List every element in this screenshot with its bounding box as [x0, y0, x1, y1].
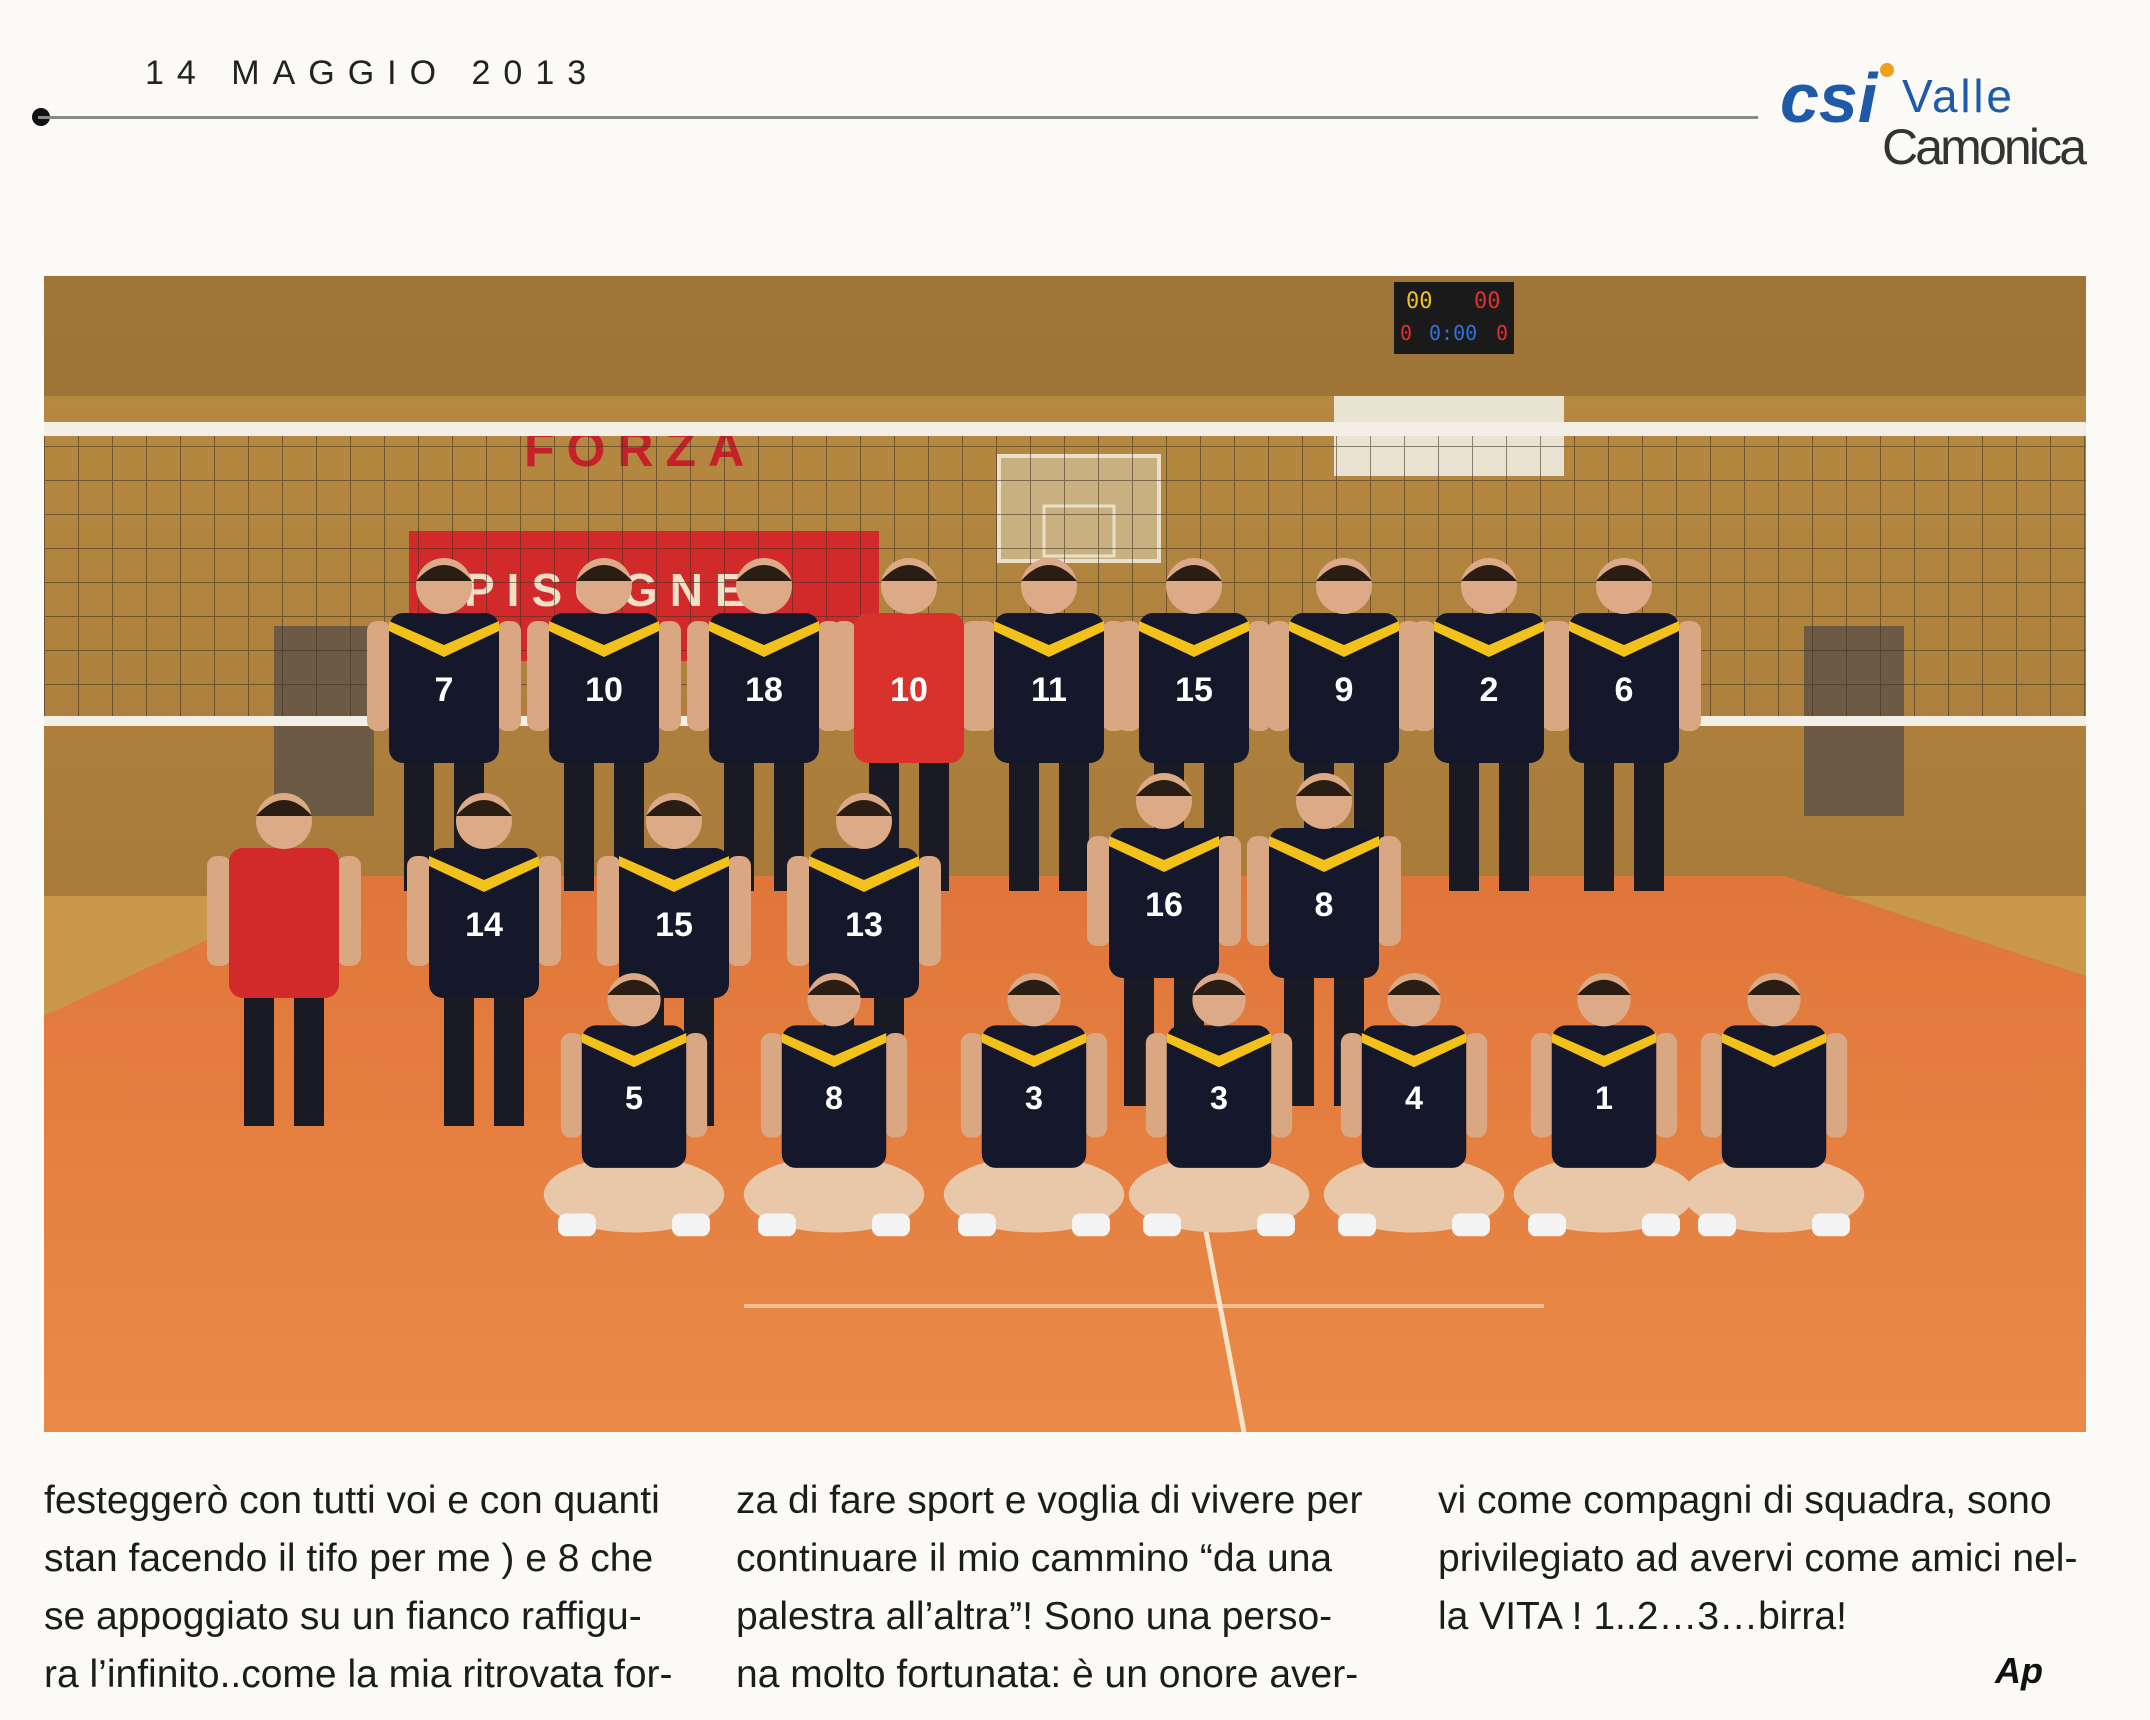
- jersey-number: 4: [1405, 1080, 1423, 1116]
- jersey-number: 3: [1210, 1080, 1228, 1116]
- scoreboard-right-small: 0: [1496, 321, 1509, 345]
- jersey-number: 15: [655, 906, 693, 944]
- text-line: ra l’infinito..come la mia ritrovata for-: [44, 1653, 673, 1696]
- jersey-number: 8: [825, 1080, 843, 1116]
- article-column-2: [736, 1472, 1376, 1704]
- text-line: vi come compagni di squadra, sono: [1438, 1479, 2052, 1522]
- text-line: privilegiato ad avervi come amici nel-: [1438, 1537, 2078, 1580]
- jersey-number: 10: [585, 671, 623, 709]
- header-rule: [38, 116, 1758, 119]
- jersey-number: 9: [1334, 671, 1354, 709]
- text-line: na molto fortunata: è un onore aver-: [736, 1653, 1359, 1696]
- text-line: festeggerò con tutti voi e con quanti: [44, 1479, 660, 1522]
- scoreboard-left: 00: [1406, 289, 1433, 314]
- text-line: la VITA ! 1..2…3…birra!: [1438, 1595, 1847, 1638]
- jersey-number: 2: [1479, 671, 1499, 709]
- csi-valle-camonica-logo: [1780, 60, 2100, 170]
- jersey-number: 11: [1031, 671, 1067, 709]
- text-line: stan facendo il tifo per me ) e 8 che: [44, 1537, 654, 1580]
- jersey-number: 1: [1595, 1080, 1613, 1116]
- volleyball-net-top-band: [44, 422, 2086, 436]
- text-line: palestra all’altra”! Sono una perso-: [736, 1595, 1333, 1638]
- issue-date: 14 MAGGIO 2013: [145, 54, 600, 92]
- jersey-number: 18: [745, 671, 783, 709]
- text-line: se appoggiato su un fianco raffigu-: [44, 1595, 642, 1638]
- logo-dot: [1880, 63, 1894, 77]
- jersey-number: 3: [1025, 1080, 1043, 1116]
- article-body: [44, 1472, 2086, 1696]
- jersey-number: 7: [434, 671, 454, 709]
- text-line: za di fare sport e voglia di vivere per: [736, 1479, 1363, 1522]
- scoreboard-right: 00: [1474, 289, 1501, 314]
- jersey-number: 16: [1145, 886, 1183, 924]
- jersey-number: 15: [1175, 671, 1213, 709]
- article-column-3: [1438, 1472, 2078, 1646]
- jersey-number: 8: [1314, 886, 1334, 924]
- jersey-number: 10: [890, 671, 928, 709]
- author-signature: Ap: [1995, 1650, 2043, 1691]
- logo-line2: Camonica: [1882, 119, 2087, 170]
- scoreboard-left-small: 0: [1400, 321, 1413, 345]
- jersey-number: 6: [1614, 671, 1634, 709]
- gym-ceiling: [44, 276, 2086, 396]
- logo-mark: csi: [1780, 60, 1878, 137]
- jersey-number: 5: [625, 1080, 643, 1116]
- team-photo: [44, 276, 2086, 1432]
- scoreboard-mid: 0:00: [1429, 321, 1478, 345]
- jersey-number: 14: [465, 906, 503, 944]
- article-column-1: [44, 1472, 684, 1704]
- logo-line1: Valle: [1902, 70, 2012, 122]
- text-line: continuare il mio cammino “da una: [736, 1537, 1333, 1580]
- jersey-number: 13: [845, 906, 883, 944]
